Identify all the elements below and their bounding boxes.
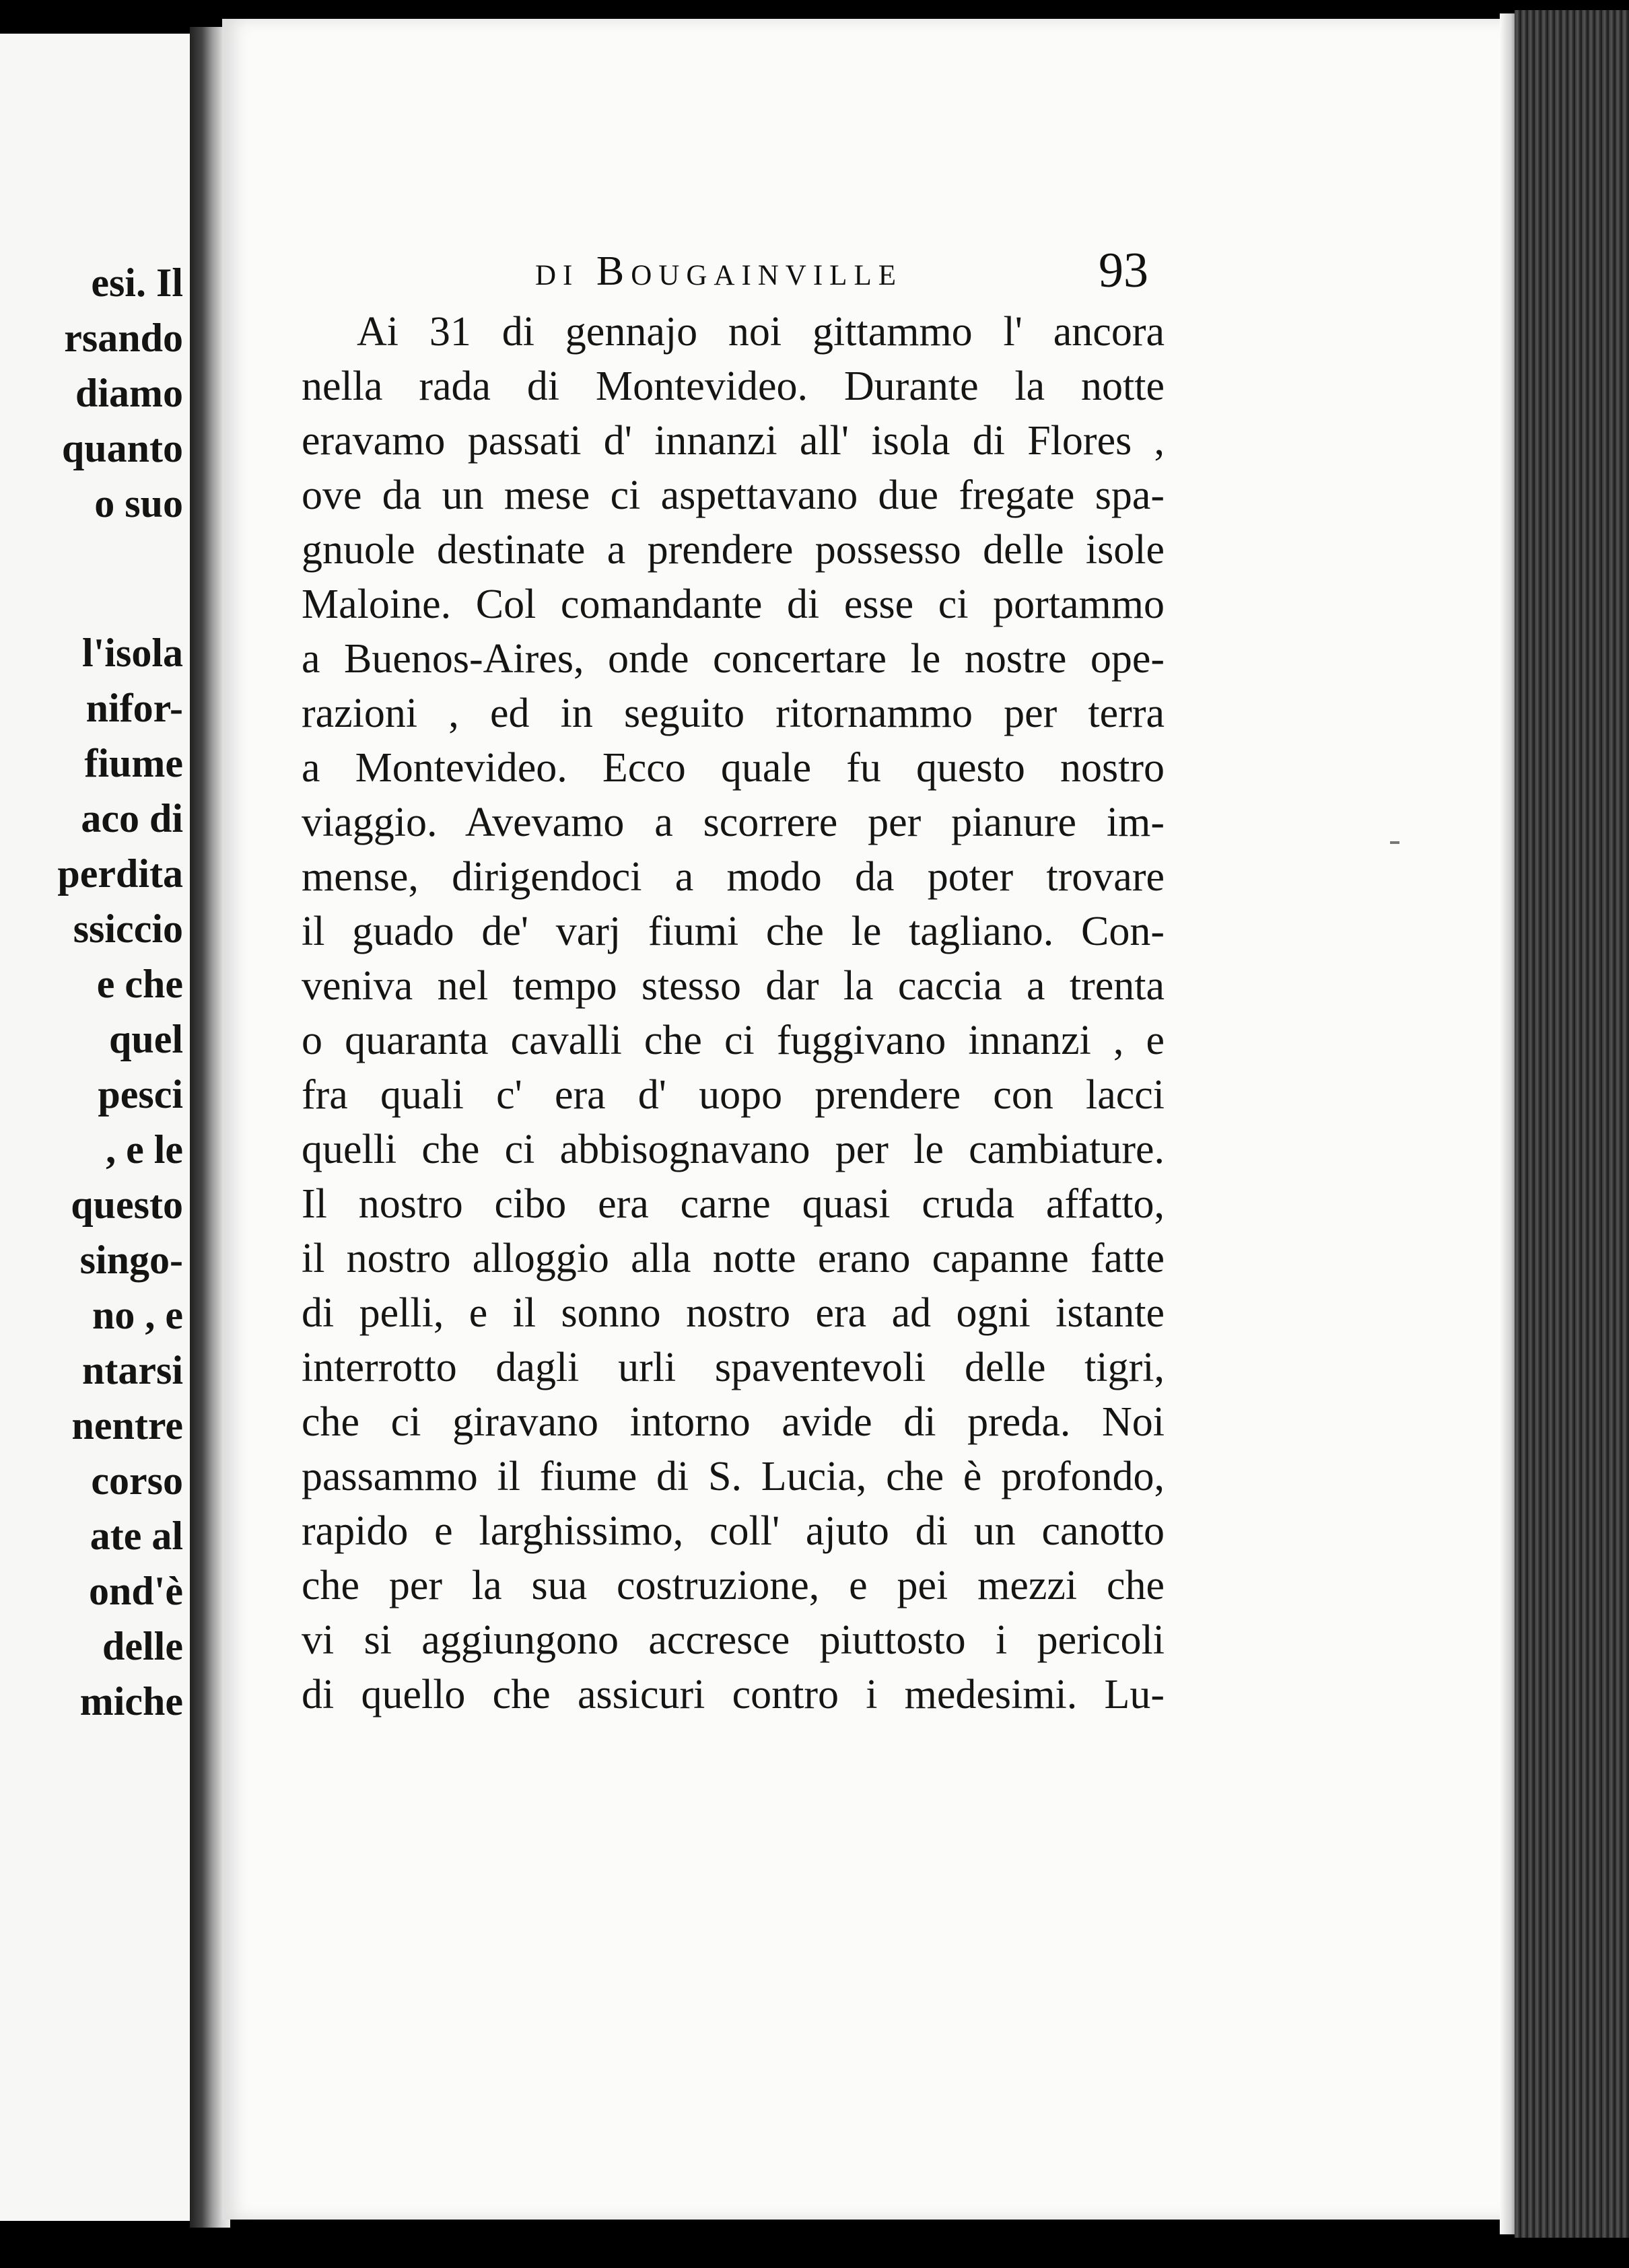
left-page-fragment: questo — [71, 1182, 183, 1227]
left-page-fragment: , e le — [106, 1127, 183, 1172]
body-line: veniva nel tempo stesso dar la caccia a trenta — [302, 963, 1165, 1009]
left-page-fragment: pesci — [98, 1072, 183, 1117]
left-page-fragment: miche — [79, 1679, 183, 1724]
body-line: che per la sua costruzione, e pei mezzi che — [302, 1563, 1165, 1608]
left-page-fragment: diamo — [75, 371, 183, 415]
body-line: vi si aggiungono accresce piuttosto i pericoli — [302, 1617, 1165, 1663]
left-page-fragment: perdita — [57, 851, 183, 896]
left-page-fragment: fiume — [84, 741, 183, 785]
left-page-fragment: ond'è — [88, 1569, 183, 1613]
body-line: viaggio. Avevamo a scorrere per pianure im- — [302, 800, 1165, 845]
body-line: a Buenos-Aires, onde concertare le nostre ope- — [302, 636, 1165, 682]
running-head-title: di Bougainville — [535, 248, 903, 294]
body-line: rapido e larghissimo, coll' ajuto di un canotto — [302, 1508, 1165, 1554]
left-page-fragment: singo- — [79, 1238, 183, 1282]
body-line: nella rada di Montevideo. Durante la notte — [302, 363, 1165, 409]
left-page-fragment: nifor- — [85, 686, 183, 730]
left-page-fragment: ntarsi — [82, 1348, 183, 1392]
body-line: mense, dirigendoci a modo da poter trovare — [302, 854, 1165, 900]
left-page-fragment: no , e — [92, 1293, 183, 1337]
body-line: il guado de' varj fiumi che le tagliano. Con- — [302, 909, 1165, 954]
body-line: il nostro alloggio alla notte erano capanne fatte — [302, 1236, 1165, 1281]
body-line: interrotto dagli urli spaventevoli delle tigri, — [302, 1345, 1165, 1390]
body-line: quelli che ci abbisognavano per le cambiature. — [302, 1127, 1165, 1172]
left-page-fragment: esi. Il — [91, 260, 183, 305]
body-line: Ai 31 di gennajo noi gittammo l' ancora — [357, 309, 1165, 355]
left-page-fragment: rsando — [64, 316, 183, 360]
page-mark — [1390, 841, 1399, 844]
left-page-fragment: nentre — [71, 1403, 183, 1448]
body-line: gnuole destinate a prendere possesso delle isole — [302, 527, 1165, 573]
body-line: fra quali c' era d' uopo prendere con lacci — [302, 1072, 1165, 1118]
body-line: Maloine. Col comandante di esse ci portammo — [302, 581, 1165, 627]
body-line: a Montevideo. Ecco quale fu questo nostro — [302, 745, 1165, 791]
left-page-fragment: quel — [108, 1017, 183, 1061]
left-page-fragment: corso — [91, 1458, 183, 1503]
body-line: passammo il fiume di S. Lucia, che è profondo, — [302, 1454, 1165, 1499]
left-page-fragment: o suo — [94, 481, 183, 526]
body-line: che ci giravano intorno avide di preda. Noi — [302, 1399, 1165, 1445]
left-page — [0, 34, 190, 2221]
left-page-fragment: quanto — [61, 426, 183, 470]
body-line: ove da un mese ci aspettavano due fregate spa- — [302, 472, 1165, 518]
left-page-fragment: aco di — [81, 796, 183, 841]
body-line: razioni , ed in seguito ritornammo per terra — [302, 690, 1165, 736]
body-line: Il nostro cibo era carne quasi cruda affatto, — [302, 1181, 1165, 1227]
running-head — [222, 243, 1515, 302]
main-page — [222, 19, 1515, 2220]
left-page-fragment: ate al — [90, 1514, 183, 1558]
left-page-fragment: delle — [102, 1624, 183, 1668]
left-page-fragment: e che — [96, 962, 183, 1006]
body-line: o quaranta cavalli che ci fuggivano innanzi , e — [302, 1018, 1165, 1063]
page-edges-stack — [1515, 10, 1629, 2238]
left-page-fragment: l'isola — [81, 631, 183, 675]
body-line: di pelli, e il sonno nostro era ad ogni istante — [302, 1290, 1165, 1336]
left-page-fragment: ssiccio — [73, 907, 183, 951]
body-line: di quello che assicuri contro i medesimi. Lu- — [302, 1672, 1165, 1717]
page-number: 93 — [1099, 243, 1148, 298]
body-line: eravamo passati d' innanzi all' isola di Flores , — [302, 418, 1165, 464]
